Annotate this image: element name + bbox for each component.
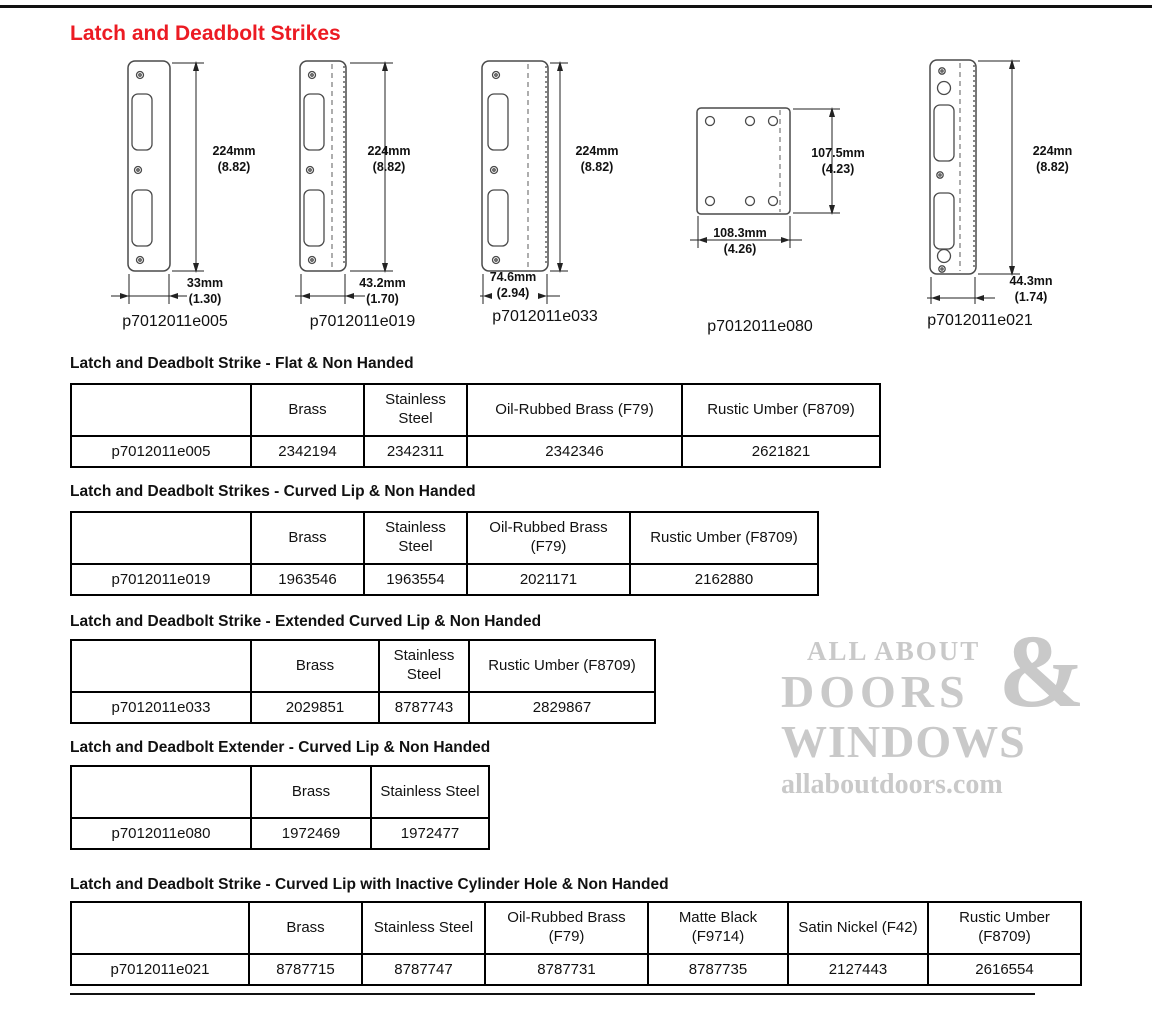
part-number-label: p7012011e019 (309, 313, 416, 330)
height-mm: 224mn (1032, 144, 1073, 158)
watermark-logo (781, 614, 1085, 801)
sku-cell: 2621821 (682, 436, 880, 467)
sku-cell: 8787715 (249, 954, 362, 985)
table-header-cell (71, 512, 251, 564)
strike-plate-drawing (927, 58, 1042, 308)
table-header-cell: Brass (249, 902, 362, 954)
sku-cell: 2021171 (467, 564, 630, 595)
height-mm: 224mm (367, 144, 411, 158)
table-header-cell: Stainless Steel (364, 512, 467, 564)
watermark-url: allaboutdoors.com (781, 769, 1003, 800)
width-in: (1.30) (188, 291, 222, 306)
table-row (71, 692, 655, 723)
table-header-cell: Brass (251, 640, 379, 692)
strike-plate-drawing (295, 58, 445, 308)
part-number-label: p7012011e080 (707, 318, 813, 335)
table-header-cell: Rustic Umber (F8709) (630, 512, 818, 564)
height-dimension-label (798, 146, 878, 177)
part-cell: p7012011e005 (71, 436, 251, 467)
height-dimension-label (565, 144, 629, 175)
part-cell: p7012011e021 (71, 954, 249, 985)
part-number-label: p7012011e005 (122, 313, 228, 330)
table-header-cell: Rustic Umber (F8709) (469, 640, 655, 692)
watermark-ampersand: & (998, 614, 1085, 729)
width-dimension-label (700, 226, 780, 257)
table-header-cell (71, 902, 249, 954)
table-header-cell: Stainless Steel (379, 640, 469, 692)
figure-curved-lip-strike (280, 58, 460, 343)
parts-table-cylinder-hole (70, 901, 1082, 986)
width-dimension-label (995, 274, 1067, 305)
height-dimension-label (357, 144, 421, 175)
height-in: (4.23) (821, 161, 855, 176)
height-in: (8.82) (372, 159, 406, 174)
width-in: (1.70) (366, 291, 399, 306)
height-in: (8.82) (580, 159, 614, 174)
sku-cell: 2342311 (364, 436, 467, 467)
table-header-cell: Stainless Steel (362, 902, 485, 954)
table-header-cell: Brass (251, 766, 371, 818)
sku-cell: 2829867 (469, 692, 655, 723)
table-header-cell: Brass (251, 384, 364, 436)
table-header-cell: Oil-Rubbed Brass (F79) (467, 512, 630, 564)
parts-table-extender (70, 765, 490, 850)
sku-cell: 2342194 (251, 436, 364, 467)
figure-extender-plate (680, 100, 880, 345)
part-number-label: p7012011e021 (927, 312, 1033, 329)
watermark-line: DOORS (781, 666, 970, 717)
width-mm: 33mm (186, 276, 224, 290)
width-in: (2.94) (496, 285, 530, 300)
parts-table-curved-lip (70, 511, 819, 596)
top-rule (0, 5, 1152, 8)
part-cell: p7012011e080 (71, 818, 251, 849)
bottom-rule (70, 993, 1035, 995)
sku-cell: 2342346 (467, 436, 682, 467)
table-row (71, 818, 489, 849)
part-number-label: p7012011e033 (492, 308, 598, 325)
sku-cell: 8787747 (362, 954, 485, 985)
width-in: (4.26) (723, 241, 757, 256)
part-cell: p7012011e019 (71, 564, 251, 595)
width-mm: 43.2mm (359, 276, 406, 290)
table-header-cell: Brass (251, 512, 364, 564)
height-dimension-label (202, 144, 266, 175)
height-mm: 224mm (212, 144, 256, 158)
sku-cell: 2029851 (251, 692, 379, 723)
table-header-cell (71, 384, 251, 436)
part-cell: p7012011e033 (71, 692, 251, 723)
table-row (71, 954, 1081, 985)
figure-extended-curved-lip-strike (465, 58, 650, 343)
table-header-cell: Stainless Steel (371, 766, 489, 818)
width-mm: 108.3mm (713, 226, 767, 240)
sku-cell: 2162880 (630, 564, 818, 595)
parts-table-extended-curved-lip (70, 639, 656, 724)
figure-flat-strike (95, 58, 270, 343)
parts-table-flat (70, 383, 881, 468)
height-in: (8.82) (1036, 159, 1069, 174)
height-dimension-label (1015, 144, 1090, 175)
section-heading: Latch and Deadbolt Strike - Flat & Non Handed (70, 355, 414, 372)
figure-cylinder-hole-strike (915, 58, 1152, 343)
sku-cell: 2616554 (928, 954, 1081, 985)
sku-cell: 8787731 (485, 954, 648, 985)
width-dimension-label (345, 276, 420, 307)
table-header-cell: Matte Black (F9714) (648, 902, 788, 954)
table-row (71, 436, 880, 467)
sku-cell: 1972477 (371, 818, 489, 849)
sku-cell: 8787743 (379, 692, 469, 723)
section-heading: Latch and Deadbolt Strike - Curved Lip with Inactive Cylinder Hole & Non Handed (70, 876, 669, 893)
section-heading: Latch and Deadbolt Extender - Curved Lip & Non Handed (70, 739, 491, 756)
table-header-cell: Satin Nickel (F42) (788, 902, 928, 954)
table-header-cell (71, 766, 251, 818)
sku-cell: 1963546 (251, 564, 364, 595)
table-row (71, 564, 818, 595)
strike-plate-drawing (108, 58, 258, 308)
sku-cell: 1963554 (364, 564, 467, 595)
page-title: Latch and Deadbolt Strikes (70, 22, 341, 45)
section-heading: Latch and Deadbolt Strike - Extended Curved Lip & Non Handed (70, 613, 542, 630)
width-in: (1.74) (1014, 289, 1048, 304)
width-mm: 74.6mm (489, 270, 537, 284)
table-header-cell: Stainless Steel (364, 384, 467, 436)
height-mm: 107.5mm (811, 146, 865, 160)
height-in: (8.82) (217, 159, 251, 174)
sku-cell: 8787735 (648, 954, 788, 985)
table-header-cell (71, 640, 251, 692)
table-header-cell: Rustic Umber (F8709) (928, 902, 1081, 954)
sku-cell: 2127443 (788, 954, 928, 985)
width-dimension-label (175, 276, 235, 307)
width-dimension-label (473, 270, 553, 301)
watermark-line: ALL ABOUT (807, 636, 981, 666)
width-mm: 44.3mn (1009, 274, 1053, 288)
table-header-cell: Oil-Rubbed Brass (F79) (467, 384, 682, 436)
table-header-cell: Rustic Umber (F8709) (682, 384, 880, 436)
height-mm: 224mm (575, 144, 619, 158)
sku-cell: 1972469 (251, 818, 371, 849)
table-header-cell: Oil-Rubbed Brass (F79) (485, 902, 648, 954)
section-heading: Latch and Deadbolt Strikes - Curved Lip & Non Handed (70, 483, 476, 500)
watermark-line: WINDOWS (781, 716, 1026, 767)
